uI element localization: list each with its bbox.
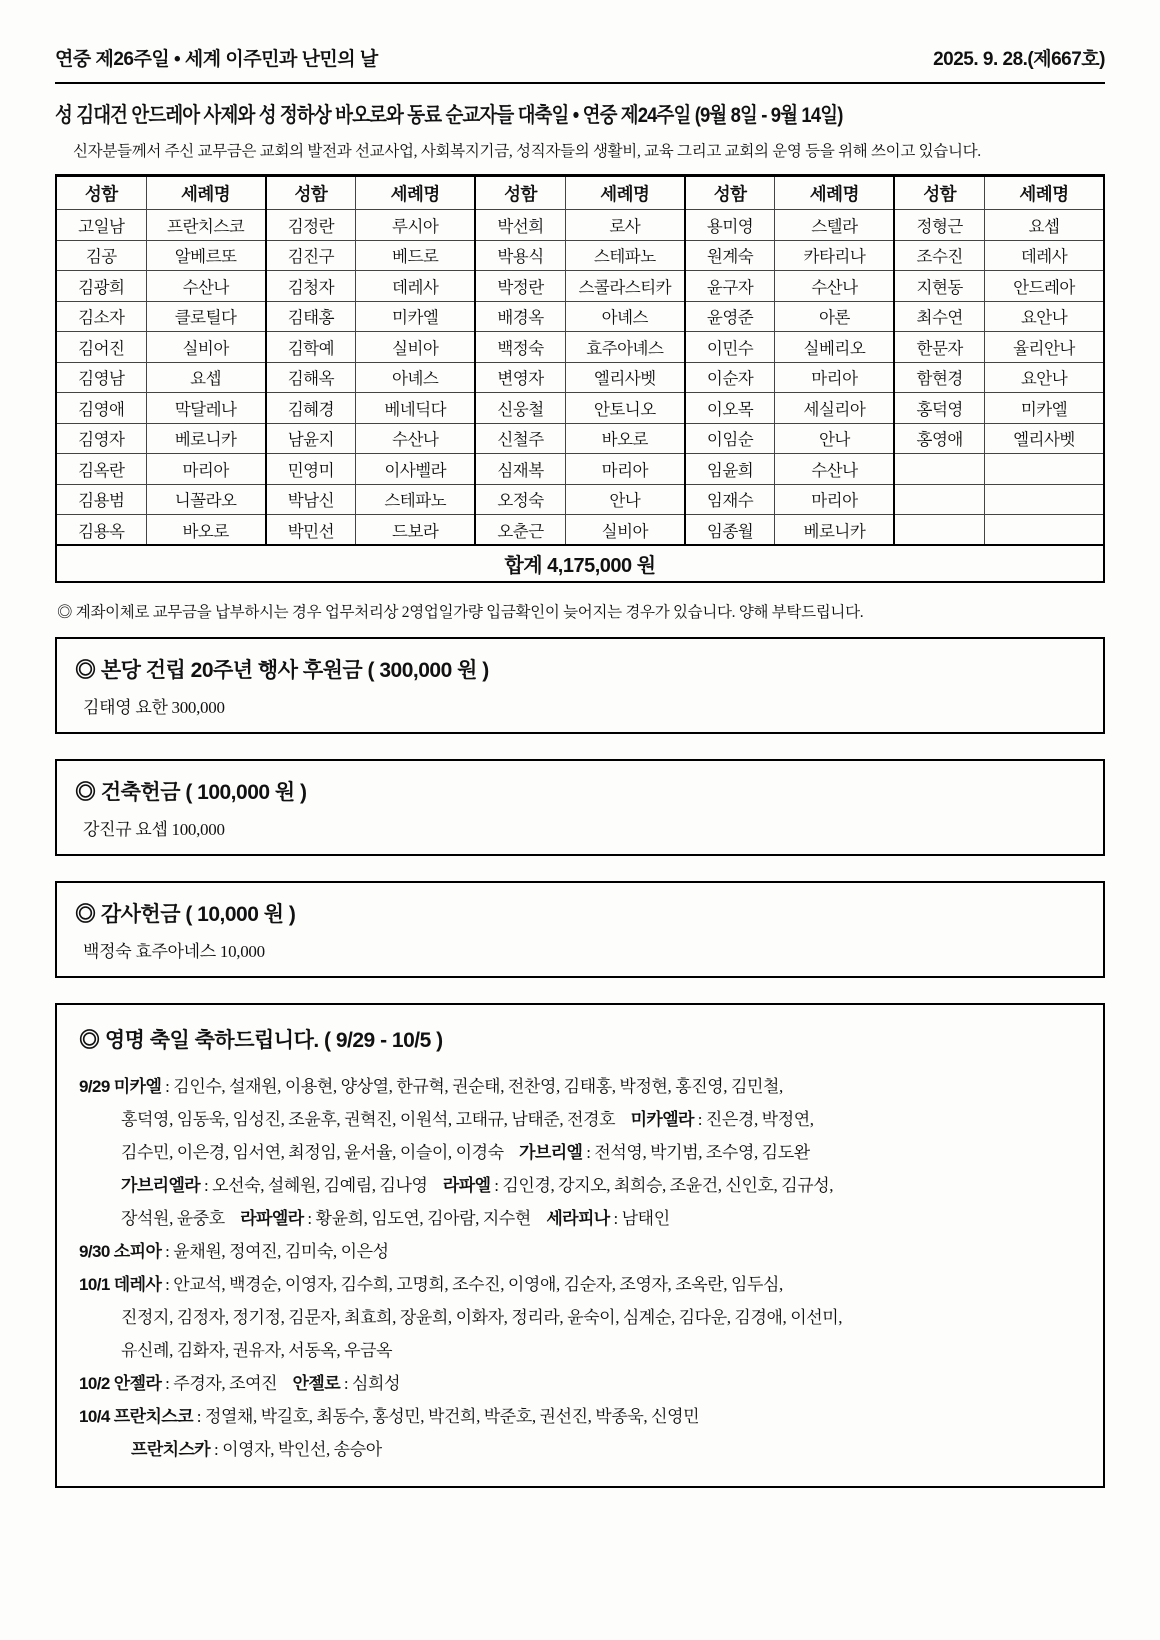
feast-saint-name: 10/4 프란치스코: [79, 1407, 193, 1426]
feast-member-names: : 진은경, 박정연,: [693, 1110, 814, 1129]
name-cell: 정형근: [894, 210, 984, 241]
baptismal-name-cell: 이사벨라: [356, 454, 475, 485]
page-title: 성 김대건 안드레아 사제와 성 정하상 바오로와 동료 순교자들 대축일 • 연중 제24주일 (9월 8일 - 9월 14일): [55, 104, 843, 127]
table-row: [56, 362, 1104, 393]
baptismal-name-cell: 안드레아: [985, 271, 1105, 302]
baptismal-name-cell: 드보라: [356, 515, 475, 546]
name-cell: [894, 454, 984, 485]
baptismal-name-cell: 요셉: [985, 210, 1105, 241]
feast-member-names: : 김인경, 강지오, 최희승, 조윤건, 신인호, 김규성,: [490, 1176, 834, 1195]
offering-table-foot: [56, 545, 1104, 582]
baptismal-name-cell: 요안나: [985, 362, 1105, 393]
baptismal-name-cell: 마리아: [775, 362, 894, 393]
name-cell: 임재수: [685, 484, 775, 515]
feast-saint-name: 가브리엘: [519, 1143, 583, 1162]
name-cell: 한문자: [894, 332, 984, 363]
feast-member-names: 진정지, 김정자, 정기정, 김문자, 최효희, 장윤희, 이화자, 정리라, 윤숙이, 심계순, 김다운, 김경애, 이선미,: [121, 1308, 843, 1327]
baptismal-name-cell: 스콜라스티카: [565, 271, 684, 302]
baptismal-name-cell: 엘리사벳: [565, 362, 684, 393]
name-cell: 백정숙: [475, 332, 565, 363]
name-cell: 고일남: [56, 210, 146, 241]
name-cell: 오춘근: [475, 515, 565, 546]
bank-transfer-notice: ◎ 계좌이체로 교무금을 납부하시는 경우 업무처리상 2영업일가량 입금확인이 늦어지는 경우가 있습니다. 양해 부탁드립니다.: [57, 604, 864, 621]
name-cell: 김옥란: [56, 454, 146, 485]
table-row: [56, 271, 1104, 302]
name-cell: 김용옥: [56, 515, 146, 546]
baptismal-name-cell: 스테파노: [356, 484, 475, 515]
name-cell: 임종월: [685, 515, 775, 546]
baptismal-name-cell: 율리안나: [985, 332, 1105, 363]
feast-line: [75, 1334, 1085, 1367]
baptismal-name-cell: 수산나: [775, 454, 894, 485]
column-header: 세례명: [356, 176, 475, 210]
offering-table: [55, 174, 1105, 583]
baptismal-name-cell: 아녜스: [565, 301, 684, 332]
baptismal-name-cell: 마리아: [146, 454, 265, 485]
thanksgiving-offering-box: [55, 881, 1105, 978]
baptismal-name-cell: 미카엘: [985, 393, 1105, 424]
name-cell: 오정숙: [475, 484, 565, 515]
name-cell: 김영자: [56, 423, 146, 454]
baptismal-name-cell: 데레사: [356, 271, 475, 302]
name-cell: 김소자: [56, 301, 146, 332]
intro-text: 신자분들께서 주신 교무금은 교회의 발전과 선교사업, 사회복지기금, 성직자들의 생활비, 교육 그리고 교회의 운영 등을 위해 쓰이고 있습니다.: [73, 143, 981, 160]
baptismal-name-cell: 스테파노: [565, 240, 684, 271]
table-row: [56, 210, 1104, 241]
name-cell: 김용범: [56, 484, 146, 515]
feast-line: [75, 1400, 1085, 1433]
baptismal-name-cell: 마리아: [775, 484, 894, 515]
name-cell: 김영애: [56, 393, 146, 424]
feast-line: [75, 1268, 1085, 1301]
name-cell: 김혜경: [266, 393, 356, 424]
name-cell: 박정란: [475, 271, 565, 302]
anniversary-donation-box: [55, 637, 1105, 734]
baptismal-name-cell: 베로니카: [775, 515, 894, 546]
baptismal-name-cell: 클로틸다: [146, 301, 265, 332]
thanksgiving-offering-body: 백정숙 효주아네스 10,000: [83, 942, 265, 961]
name-cell: 김광희: [56, 271, 146, 302]
feast-line: [75, 1103, 1085, 1136]
baptismal-name-cell: 막달레나: [146, 393, 265, 424]
thanksgiving-offering-title: ◎ 감사헌금 ( 10,000 원 ): [75, 903, 296, 926]
feast-member-names: 장석원, 윤중호: [121, 1209, 241, 1228]
baptismal-name-cell: 스텔라: [775, 210, 894, 241]
table-row: [56, 240, 1104, 271]
feast-day-title: ◎ 영명 축일 축하드립니다. ( 9/29 - 10/5 ): [79, 1029, 443, 1052]
name-cell: 남윤지: [266, 423, 356, 454]
name-cell: 홍덕영: [894, 393, 984, 424]
anniversary-donation-body: 김태영 요한 300,000: [83, 698, 225, 717]
name-cell: [894, 515, 984, 546]
table-row: [56, 484, 1104, 515]
table-row: [56, 423, 1104, 454]
feast-saint-name: 9/30 소피아: [79, 1242, 162, 1261]
baptismal-name-cell: 카타리나: [775, 240, 894, 271]
name-cell: 조수진: [894, 240, 984, 271]
feast-line: [75, 1202, 1085, 1235]
name-cell: 원계숙: [685, 240, 775, 271]
feast-saint-name: 라파엘라: [240, 1209, 304, 1228]
offering-total: 합계 4,175,000 원: [56, 545, 1104, 582]
feast-member-names: : 오선숙, 설혜원, 김예림, 김나영: [200, 1176, 443, 1195]
baptismal-name-cell: 안토니오: [565, 393, 684, 424]
column-header: 성함: [475, 176, 565, 210]
column-header: 세례명: [985, 176, 1105, 210]
baptismal-name-cell: 효주아녜스: [565, 332, 684, 363]
name-cell: 이순자: [685, 362, 775, 393]
baptismal-name-cell: 바오로: [146, 515, 265, 546]
baptismal-name-cell: 베로니카: [146, 423, 265, 454]
baptismal-name-cell: 세실리아: [775, 393, 894, 424]
feast-member-names: : 황윤희, 임도연, 김아람, 지수현: [303, 1209, 547, 1228]
feast-line: [75, 1169, 1085, 1202]
baptismal-name-cell: 데레사: [985, 240, 1105, 271]
baptismal-name-cell: 안나: [775, 423, 894, 454]
baptismal-name-cell: 요셉: [146, 362, 265, 393]
table-row: [56, 515, 1104, 546]
name-cell: 김청자: [266, 271, 356, 302]
name-cell: 용미영: [685, 210, 775, 241]
baptismal-name-cell: 엘리사벳: [985, 423, 1105, 454]
table-row: [56, 454, 1104, 485]
feast-line: [75, 1235, 1085, 1268]
name-cell: 심재복: [475, 454, 565, 485]
name-cell: 함현경: [894, 362, 984, 393]
baptismal-name-cell: 마리아: [565, 454, 684, 485]
name-cell: 김해옥: [266, 362, 356, 393]
feast-line: [75, 1433, 1085, 1466]
name-cell: 신철주: [475, 423, 565, 454]
name-cell: 최수연: [894, 301, 984, 332]
feast-day-box: [55, 1003, 1105, 1488]
baptismal-name-cell: [985, 515, 1105, 546]
name-cell: 배경옥: [475, 301, 565, 332]
baptismal-name-cell: 요안나: [985, 301, 1105, 332]
feast-saint-name: 가브리엘라: [121, 1176, 201, 1195]
name-cell: 이오목: [685, 393, 775, 424]
column-header: 세례명: [775, 176, 894, 210]
table-row: [56, 301, 1104, 332]
anniversary-donation-title: ◎ 본당 건립 20주년 행사 후원금 ( 300,000 원 ): [75, 659, 489, 682]
feast-member-names: 홍덕영, 임동욱, 임성진, 조윤후, 권혁진, 이원석, 고태규, 남태준, 전경호: [121, 1110, 631, 1129]
name-cell: 박선희: [475, 210, 565, 241]
name-cell: 김공: [56, 240, 146, 271]
feast-member-names: : 심희성: [340, 1374, 401, 1393]
feast-saint-name: 10/2 안젤라: [79, 1374, 162, 1393]
feast-saint-name: 안젤로: [292, 1374, 341, 1393]
name-cell: 박용식: [475, 240, 565, 271]
baptismal-name-cell: 니꼴라오: [146, 484, 265, 515]
feast-member-names: : 주경자, 조여진: [161, 1374, 293, 1393]
feast-member-names: 유신례, 김화자, 권유자, 서동옥, 우금옥: [121, 1341, 393, 1360]
name-cell: 임윤희: [685, 454, 775, 485]
feast-member-names: : 전석영, 박기범, 조수영, 김도완: [582, 1143, 810, 1162]
name-cell: [894, 484, 984, 515]
feast-member-names: 김수민, 이은경, 임서연, 최정임, 윤서율, 이슬이, 이경숙: [121, 1143, 520, 1162]
name-cell: 이임순: [685, 423, 775, 454]
baptismal-name-cell: 로사: [565, 210, 684, 241]
baptismal-name-cell: 알베르또: [146, 240, 265, 271]
name-cell: 이민수: [685, 332, 775, 363]
feast-line: [75, 1136, 1085, 1169]
feast-member-names: : 안교석, 백경순, 이영자, 김수희, 고명희, 조수진, 이영애, 김순자, 조영자, 조옥란, 임두심,: [161, 1275, 783, 1294]
total-row: [56, 545, 1104, 582]
building-fund-title: ◎ 건축헌금 ( 100,000 원 ): [75, 781, 307, 804]
baptismal-name-cell: 안나: [565, 484, 684, 515]
baptismal-name-cell: 실베리오: [775, 332, 894, 363]
baptismal-name-cell: [985, 454, 1105, 485]
name-cell: 김영남: [56, 362, 146, 393]
name-cell: 신웅철: [475, 393, 565, 424]
name-cell: 홍영애: [894, 423, 984, 454]
name-cell: 지현동: [894, 271, 984, 302]
column-header: 세례명: [146, 176, 265, 210]
column-header: 성함: [685, 176, 775, 210]
column-header: 세례명: [565, 176, 684, 210]
feast-member-names: : 윤채원, 정여진, 김미숙, 이은성: [161, 1242, 389, 1261]
table-row: [56, 332, 1104, 363]
building-fund-box: [55, 759, 1105, 856]
header-date-issue: 2025. 9. 28.(제667호): [933, 49, 1105, 70]
baptismal-name-cell: 수산나: [146, 271, 265, 302]
name-cell: 박민선: [266, 515, 356, 546]
feast-member-names: : 김인수, 설재원, 이용현, 양상열, 한규혁, 권순태, 전찬영, 김태홍, 박정현, 홍진영, 김민철,: [161, 1077, 783, 1096]
baptismal-name-cell: [985, 484, 1105, 515]
baptismal-name-cell: 미카엘: [356, 301, 475, 332]
feast-member-names: : 이영자, 박인선, 송승아: [210, 1440, 382, 1459]
feast-day-lines: [75, 1070, 1085, 1466]
feast-saint-name: 세라피나: [546, 1209, 610, 1228]
feast-saint-name: 미카엘라: [630, 1110, 694, 1129]
feast-saint-name: 10/1 데레사: [79, 1275, 162, 1294]
header-row: [56, 176, 1104, 210]
baptismal-name-cell: 루시아: [356, 210, 475, 241]
baptismal-name-cell: 실비아: [146, 332, 265, 363]
baptismal-name-cell: 실비아: [565, 515, 684, 546]
column-header: 성함: [894, 176, 984, 210]
name-cell: 김학예: [266, 332, 356, 363]
baptismal-name-cell: 프란치스코: [146, 210, 265, 241]
feast-saint-name: 9/29 미카엘: [79, 1077, 162, 1096]
name-cell: 박남신: [266, 484, 356, 515]
header-left-title: 연중 제26주일 • 세계 이주민과 난민의 날: [55, 49, 378, 70]
name-cell: 변영자: [475, 362, 565, 393]
baptismal-name-cell: 실비아: [356, 332, 475, 363]
column-header: 성함: [56, 176, 146, 210]
offering-table-body: [56, 210, 1104, 546]
table-row: [56, 393, 1104, 424]
feast-saint-name: 프란치스카: [131, 1440, 211, 1459]
offering-table-head: [56, 176, 1104, 210]
baptismal-name-cell: 바오로: [565, 423, 684, 454]
baptismal-name-cell: 베네딕다: [356, 393, 475, 424]
feast-line: [75, 1070, 1085, 1103]
baptismal-name-cell: 수산나: [775, 271, 894, 302]
name-cell: 김진구: [266, 240, 356, 271]
name-cell: 윤구자: [685, 271, 775, 302]
name-cell: 김어진: [56, 332, 146, 363]
baptismal-name-cell: 수산나: [356, 423, 475, 454]
baptismal-name-cell: 아녜스: [356, 362, 475, 393]
baptismal-name-cell: 베드로: [356, 240, 475, 271]
name-cell: 김태홍: [266, 301, 356, 332]
name-cell: 김정란: [266, 210, 356, 241]
feast-line: [75, 1301, 1085, 1334]
baptismal-name-cell: 아론: [775, 301, 894, 332]
feast-member-names: : 남태인: [609, 1209, 670, 1228]
name-cell: 윤영준: [685, 301, 775, 332]
feast-line: [75, 1367, 1085, 1400]
name-cell: 민영미: [266, 454, 356, 485]
header-bar: [55, 44, 1105, 84]
column-header: 성함: [266, 176, 356, 210]
feast-member-names: : 정열채, 박길호, 최동수, 홍성민, 박건희, 박준호, 권선진, 박종욱, 신영민: [192, 1407, 700, 1426]
building-fund-body: 강진규 요셉 100,000: [83, 820, 225, 839]
feast-saint-name: 라파엘: [442, 1176, 491, 1195]
